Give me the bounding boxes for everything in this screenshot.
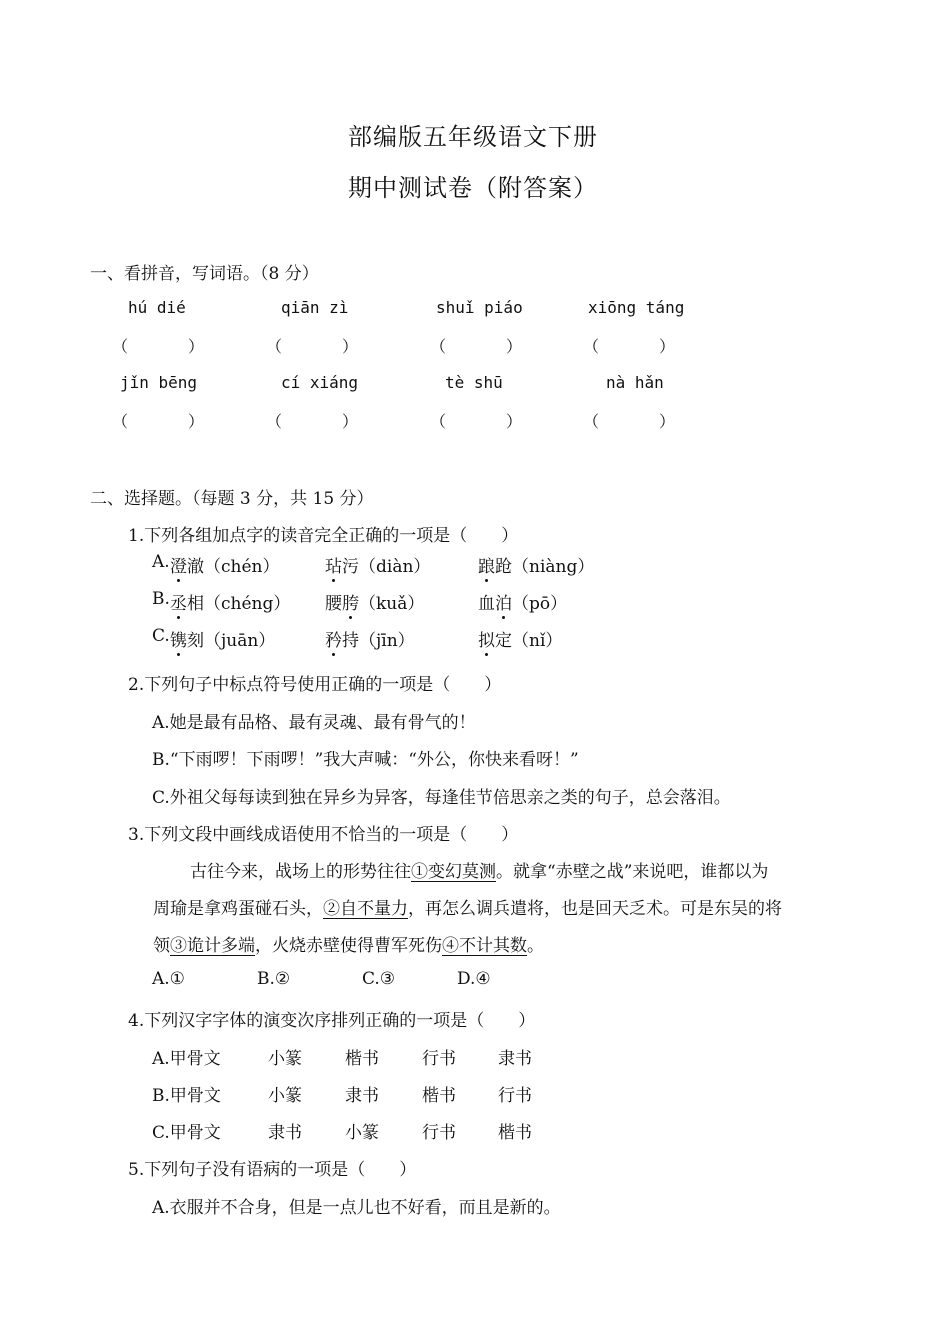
q4-c-cell: 小篆 bbox=[345, 1123, 379, 1143]
q1-option-a-word-1: 澄澈（chén） bbox=[170, 552, 279, 577]
q1-option-a-word-2: 玷污（diàn） bbox=[325, 552, 430, 577]
dotted-char: 玷 bbox=[325, 552, 342, 577]
q1-option-b-word-1: 丞相（chéng） bbox=[170, 589, 290, 614]
q1-option-b-prefix: B. bbox=[152, 589, 170, 609]
q4-a-cell: 小篆 bbox=[268, 1049, 302, 1069]
q1-option-c-prefix: C. bbox=[152, 626, 170, 646]
q1-option-a-prefix: A. bbox=[152, 552, 170, 572]
underlined-idiom: ④不计其数 bbox=[442, 936, 527, 956]
q4-a-cell: 隶书 bbox=[498, 1049, 532, 1069]
q4-c-cell: 行书 bbox=[422, 1123, 456, 1143]
title-line-1: 部编版五年级语文下册 bbox=[348, 123, 598, 151]
answer-blank[interactable]: （ ） bbox=[583, 337, 676, 356]
q3-option-d: D.④ bbox=[457, 969, 491, 989]
answer-blank[interactable]: （ ） bbox=[266, 412, 359, 431]
dotted-char: 胯 bbox=[342, 589, 359, 614]
answer-blank[interactable]: （ ） bbox=[112, 412, 205, 431]
dotted-char: 澄 bbox=[170, 552, 187, 577]
underlined-idiom: ②自不量力 bbox=[323, 899, 408, 919]
answer-blank[interactable]: （ ） bbox=[430, 337, 523, 356]
answer-blank[interactable]: （ ） bbox=[583, 412, 676, 431]
pinyin-4: xiōng táng bbox=[588, 298, 685, 317]
q4-a-cell: A.甲骨文 bbox=[152, 1049, 221, 1069]
q3-option-a: A.① bbox=[152, 969, 185, 989]
q1-option-b-word-2: 腰胯（kuǎ） bbox=[325, 589, 424, 614]
underlined-idiom: ①变幻莫测 bbox=[411, 862, 496, 882]
pinyin-6: cí xiáng bbox=[281, 373, 359, 392]
q1-option-a-word-3: 踉跄（niàng） bbox=[478, 552, 594, 577]
q1-option-b-word-3: 血泊（pō） bbox=[478, 589, 567, 614]
q4-a-cell: 楷书 bbox=[345, 1049, 379, 1069]
q4-b-cell: B.甲骨文 bbox=[152, 1086, 221, 1106]
pinyin-2: qiān zì bbox=[281, 298, 349, 317]
underlined-idiom: ③诡计多端 bbox=[170, 936, 255, 956]
answer-blank[interactable]: （ ） bbox=[430, 412, 523, 431]
dotted-char: 泊 bbox=[495, 589, 512, 614]
q2-option-c: C.外祖父每每读到独在异乡为异客，每逢佳节倍思亲之类的句子，总会落泪。 bbox=[152, 788, 731, 808]
q2-option-b: B.“下雨啰！下雨啰！”我大声喊：“外公，你快来看呀！” bbox=[152, 750, 579, 770]
answer-blank[interactable]: （ ） bbox=[266, 337, 359, 356]
q1-option-c-word-2: 矜持（jīn） bbox=[325, 626, 415, 651]
answer-blank[interactable]: （ ） bbox=[112, 337, 205, 356]
q1-option-c-word-3: 拟定（nǐ） bbox=[478, 626, 562, 651]
q4-a-cell: 行书 bbox=[422, 1049, 456, 1069]
q2-option-a: A.她是最有品格、最有灵魂、最有骨气的！ bbox=[152, 713, 476, 733]
title-line-2: 期中测试卷（附答案） bbox=[348, 174, 598, 202]
pinyin-7: tè shū bbox=[445, 373, 503, 392]
q4-c-cell: C.甲骨文 bbox=[152, 1123, 221, 1143]
q3-option-c: C.③ bbox=[362, 969, 396, 989]
q4-b-cell: 隶书 bbox=[345, 1086, 379, 1106]
question-1-stem: 1.下列各组加点字的读音完全正确的一项是（ ） bbox=[128, 526, 519, 546]
pinyin-8: nà hǎn bbox=[606, 373, 664, 392]
dotted-char: 踉 bbox=[478, 552, 495, 577]
question-5-stem: 5.下列句子没有语病的一项是（ ） bbox=[128, 1160, 417, 1180]
pinyin-3: shuǐ piáo bbox=[436, 298, 523, 317]
dotted-char: 丞 bbox=[170, 589, 187, 614]
q4-c-cell: 楷书 bbox=[498, 1123, 532, 1143]
section-2-heading: 二、选择题。（每题 3 分，共 15 分） bbox=[90, 489, 374, 509]
q4-b-cell: 小篆 bbox=[268, 1086, 302, 1106]
q3-passage-line-1: 古往今来，战场上的形势往往①变幻莫测。就拿“赤壁之战”来说吧，谁都以为 bbox=[190, 862, 769, 882]
dotted-char: 镌 bbox=[170, 626, 187, 651]
q4-b-cell: 楷书 bbox=[422, 1086, 456, 1106]
q1-option-c-word-1: 镌刻（juān） bbox=[170, 626, 275, 651]
q3-option-b: B.② bbox=[257, 969, 291, 989]
dotted-char: 矜 bbox=[325, 626, 342, 651]
q3-passage-line-3: 领③诡计多端，火烧赤壁使得曹军死伤④不计其数。 bbox=[153, 936, 544, 956]
dotted-char: 拟 bbox=[478, 626, 495, 651]
q4-c-cell: 隶书 bbox=[268, 1123, 302, 1143]
pinyin-5: jǐn bēng bbox=[120, 373, 198, 392]
question-3-stem: 3.下列文段中画线成语使用不恰当的一项是（ ） bbox=[128, 825, 519, 845]
q4-b-cell: 行书 bbox=[498, 1086, 532, 1106]
section-1-heading: 一、看拼音，写词语。（8 分） bbox=[90, 264, 319, 284]
pinyin-1: hú dié bbox=[128, 298, 186, 317]
q5-option-a: A.衣服并不合身，但是一点儿也不好看，而且是新的。 bbox=[152, 1198, 561, 1218]
question-4-stem: 4.下列汉字字体的演变次序排列正确的一项是（ ） bbox=[128, 1011, 536, 1031]
question-2-stem: 2.下列句子中标点符号使用正确的一项是（ ） bbox=[128, 675, 502, 695]
q3-passage-line-2: 周瑜是拿鸡蛋碰石头，②自不量力，再怎么调兵遣将，也是回天乏术。可是东吴的将 bbox=[153, 899, 782, 919]
